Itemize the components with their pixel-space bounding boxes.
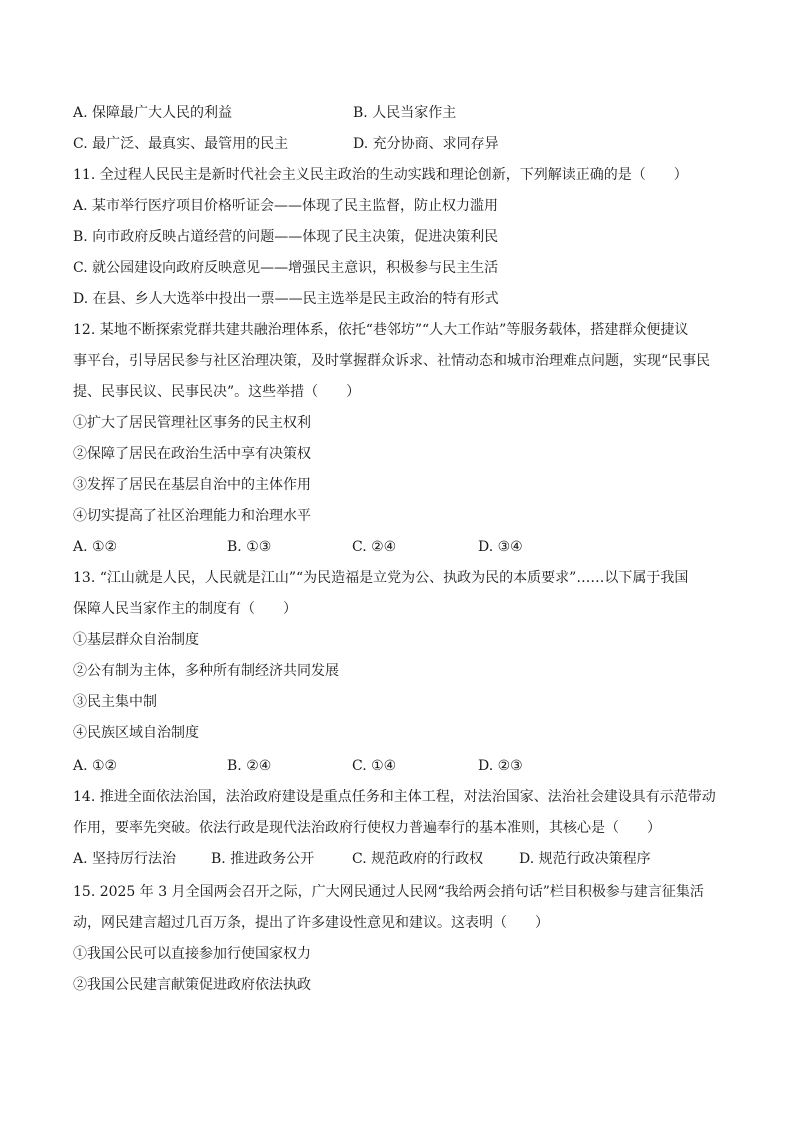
q12-item-2: ②保障了居民在政治生活中享有决策权 bbox=[73, 446, 311, 462]
q11-stem: 11. 全过程人民民主是新时代社会主义民主政治的生动实践和理论创新，下列解读正确的是（ ） bbox=[73, 167, 688, 183]
q13-item-4: ④民族区域自治制度 bbox=[73, 725, 199, 741]
q13-stem-line-2: 保障人民当家作主的制度有（ ） bbox=[73, 601, 297, 617]
q14-stem-line-2: 作用，要率先突破。依法行政是现代法治政府行使权力普遍奉行的基本准则，其核心是（ ） bbox=[73, 820, 661, 836]
q10-option-b: B. 人民当家作主 bbox=[353, 105, 457, 121]
q15-stem-line-2: 动，网民建言超过几百万条，提出了许多建设性意见和建议。这表明（ ） bbox=[73, 915, 549, 931]
q13-choice-d: D. ②③ bbox=[478, 758, 523, 774]
q11-option-d: D. 在县、乡人大选举中投出一票——民主选举是民主政治的特有形式 bbox=[73, 291, 499, 307]
q10-option-c: C. 最广泛、最真实、最管用的民主 bbox=[73, 136, 289, 152]
q11-option-a: A. 某市举行医疗项目价格听证会——体现了民主监督，防止权力滥用 bbox=[73, 198, 499, 214]
q12-stem-line-2: 事平台，引导居民参与社区治理决策，及时掌握群众诉求、社情动态和城市治理难点问题，实现“民事民 bbox=[73, 353, 711, 369]
q12-choice-c: C. ②④ bbox=[352, 539, 397, 555]
q15-item-2: ②我国公民建言献策促进政府依法执政 bbox=[73, 977, 311, 993]
q14-choice-b: B. 推进政务公开 bbox=[211, 851, 315, 867]
q12-item-1: ①扩大了居民管理社区事务的民主权利 bbox=[73, 415, 311, 431]
q13-item-2: ②公有制为主体，多种所有制经济共同发展 bbox=[73, 663, 339, 679]
q12-choice-b: B. ①③ bbox=[227, 539, 272, 555]
q12-item-4: ④切实提高了社区治理能力和治理水平 bbox=[73, 508, 311, 524]
q12-choice-d: D. ③④ bbox=[478, 539, 523, 555]
q13-stem-line-1: 13. “江山就是人民，人民就是江山”“为民造福是立党为公、执政为民的本质要求”……以下属于我国 bbox=[73, 570, 689, 586]
q10-option-d: D. 充分协商、求同存异 bbox=[353, 136, 499, 152]
q14-choice-c: C. 规范政府的行政权 bbox=[352, 851, 484, 867]
q12-stem-line-3: 提、民事民议、民事民决”。这些举措（ ） bbox=[73, 384, 361, 400]
q15-item-1: ①我国公民可以直接参加行使国家权力 bbox=[73, 946, 311, 962]
q12-item-3: ③发挥了居民在基层自治中的主体作用 bbox=[73, 477, 311, 493]
q13-item-1: ①基层群众自治制度 bbox=[73, 632, 199, 648]
q10-option-a: A. 保障最广大人民的利益 bbox=[73, 105, 233, 121]
q11-option-c: C. 就公园建设向政府反映意见——增强民主意识，积极参与民主生活 bbox=[73, 260, 499, 276]
q13-choice-c: C. ①④ bbox=[352, 758, 397, 774]
q15-stem-line-1: 15. 2025 年 3 月全国两会召开之际，广大网民通过人民网“我给两会捎句话”栏目积极参与建言征集活 bbox=[73, 884, 704, 900]
q13-choice-b: B. ②④ bbox=[227, 758, 272, 774]
q14-choice-d: D. 规范行政决策程序 bbox=[519, 851, 651, 867]
q12-choice-a: A. ①② bbox=[73, 539, 118, 555]
q13-item-3: ③民主集中制 bbox=[73, 694, 157, 710]
q11-option-b: B. 向市政府反映占道经营的问题——体现了民主决策，促进决策利民 bbox=[73, 229, 499, 245]
q13-choice-a: A. ①② bbox=[73, 758, 118, 774]
q14-stem-line-1: 14. 推进全面依法治国，法治政府建设是重点任务和主体工程，对法治国家、法治社会建设具有示范带动 bbox=[73, 789, 716, 805]
q12-stem-line-1: 12. 某地不断探索党群共建共融治理体系，依托“巷邻坊”“人大工作站”等服务载体，搭建群众便捷议 bbox=[73, 322, 689, 338]
q14-choice-a: A. 坚持厉行法治 bbox=[73, 851, 177, 867]
